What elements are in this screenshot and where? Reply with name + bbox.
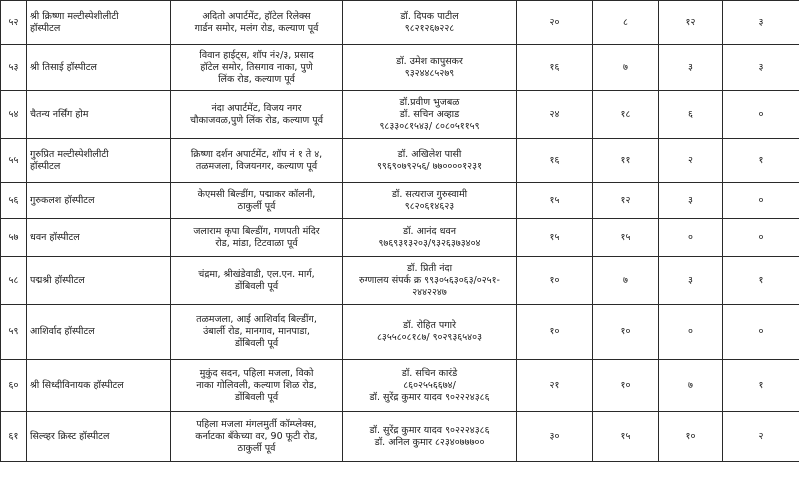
table-row (1, 91, 799, 139)
doctor-line: ९८२०६१४६२३ (404, 200, 455, 212)
count-cell-c2: १८ (593, 91, 659, 139)
doctor-line: डॉ. अनिल कुमार ८२३४०७७७०० (374, 436, 485, 448)
serial-number-cell: ५८ (1, 257, 27, 305)
address-cell (171, 139, 343, 183)
doctor-line: ८३५५८०८१८७/ ९०२९३६५४०३ (376, 332, 483, 343)
serial-number-cell: ६० (1, 360, 27, 412)
table-body (1, 1, 799, 462)
count-cell-c3: १० (659, 412, 723, 462)
count-cell-c1: २० (517, 1, 593, 45)
address-cell (171, 305, 343, 360)
doctor-line: डॉ. प्रिती नंदा (406, 262, 453, 274)
address-line: जलाराम कृपा बिल्डींग, गणपती मंदिर (193, 225, 320, 237)
address-line: विवान हाईट्स, शॉप नं२/३, प्रसाद (199, 49, 314, 61)
table-row (1, 45, 799, 91)
count-cell-c1: ३० (517, 412, 593, 462)
address-line: उंबार्ली रोड, मानगाव, मानपाडा, (203, 326, 310, 337)
serial-number-cell: ५९ (1, 305, 27, 360)
doctor-line: डॉ. सचिन कारंडे (401, 367, 458, 379)
count-cell-c3: ० (659, 305, 723, 360)
address-cell (171, 183, 343, 219)
count-cell-c2: १५ (593, 219, 659, 257)
count-cell-c2: ७ (593, 257, 659, 305)
address-cell (171, 219, 343, 257)
doctor-line: डॉ. अखिलेश पासी (397, 148, 462, 160)
address-line: लिंक रोड, कल्याण पूर्व (218, 73, 295, 85)
count-cell-c3: १२ (659, 1, 723, 45)
count-cell-c4: ० (723, 183, 799, 219)
doctor-line: ९९६९०७९२५६/ ७७००००१२३१ (376, 160, 483, 172)
doctor-contact-cell (343, 305, 517, 360)
count-cell-c3: ३ (659, 183, 723, 219)
doctor-line: डॉ. रोहित पगारे (403, 320, 456, 331)
doctor-line: ९८३३०८१५४३/ ८०८०५११५९ (379, 120, 480, 132)
count-cell-c1: २१ (517, 360, 593, 412)
hospital-name-cell (27, 412, 171, 462)
count-cell-c4: १ (723, 257, 799, 305)
doctor-line: रुग्णालय संपर्क क्र ९९३०५६३०६३/०२५१- (359, 274, 500, 286)
address-line: पहिला मजला मंगलमुर्ती कॉम्प्लेक्स, (196, 418, 317, 430)
count-cell-c4: ३ (723, 45, 799, 91)
count-cell-c4: १ (723, 139, 799, 183)
serial-number-cell: ५७ (1, 219, 27, 257)
count-cell-c1: १० (517, 257, 593, 305)
name-line: गुरुकलश हॉस्पीटल (30, 194, 95, 206)
address-line: रोड, मांडा, टिटवाळा पूर्व (215, 237, 298, 249)
count-cell-c2: ७ (593, 45, 659, 91)
doctor-line: डॉ. सुरेंद्र कुमार यादव ९०२२२४३८६ (369, 391, 490, 403)
serial-number-cell: ६१ (1, 412, 27, 462)
address-line: चंद्रमा, श्रीखंडेवाडी, एल.एन. मार्ग, (198, 268, 315, 280)
count-cell-c1: १५ (517, 219, 593, 257)
doctor-contact-cell (343, 45, 517, 91)
doctor-line: २४४२२४७ (412, 286, 447, 298)
table-row (1, 183, 799, 219)
count-cell-c1: १६ (517, 139, 593, 183)
doctor-contact-cell (343, 412, 517, 462)
address-line: अदितो अपार्टमेंट, हॉटेल रिलेक्स (202, 10, 311, 22)
address-cell (171, 91, 343, 139)
doctor-contact-cell (343, 139, 517, 183)
count-cell-c3: ७ (659, 360, 723, 412)
count-cell-c4: २ (723, 412, 799, 462)
address-cell (171, 1, 343, 45)
count-cell-c3: २ (659, 139, 723, 183)
table-row (1, 257, 799, 305)
count-cell-c4: ० (723, 219, 799, 257)
address-line: डोंबिवली पूर्व (234, 391, 279, 403)
doctor-line: ९८२१२६७२२८ (404, 22, 455, 34)
address-line: नंदा अपार्टमेंट, विजय नगर (211, 102, 302, 114)
doctor-line: ९७६९३१३२०३/९३२६३७३४०४ (378, 237, 481, 249)
serial-number-cell: ५२ (1, 1, 27, 45)
name-line: श्री सिध्दीविनायक हॉस्पीटल (30, 379, 124, 391)
doctor-contact-cell (343, 91, 517, 139)
count-cell-c3: ३ (659, 257, 723, 305)
count-cell-c3: ३ (659, 45, 723, 91)
doctor-line: डॉ. सुरेंद्र कुमार यादव ९०२२२४३८६ (369, 424, 490, 436)
count-cell-c3: ६ (659, 91, 723, 139)
count-cell-c1: १५ (517, 183, 593, 219)
name-line: सिल्व्हर क्रिस्ट हॉस्पीटल (30, 430, 110, 442)
name-line: श्री क्रिष्णा मल्टीस्पेशीलीटी (30, 10, 119, 22)
doctor-line: डॉ. सत्यराज गुरुस्वामी (391, 188, 468, 200)
table-row (1, 360, 799, 412)
address-cell (171, 45, 343, 91)
name-line: श्री तिसाई हॉस्पीटल (30, 61, 97, 73)
count-cell-c2: १५ (593, 412, 659, 462)
hospital-name-cell (27, 91, 171, 139)
doctor-contact-cell (343, 219, 517, 257)
hospital-name-cell (27, 257, 171, 305)
serial-number-cell: ५३ (1, 45, 27, 91)
hospital-name-cell (27, 1, 171, 45)
name-line: हॉस्पीटल (30, 160, 61, 172)
doctor-contact-cell (343, 360, 517, 412)
address-line: डोंबिवली पूर्व (234, 338, 279, 349)
name-line: धवन हॉस्पीटल (30, 231, 80, 243)
count-cell-c1: २४ (517, 91, 593, 139)
count-cell-c4: १ (723, 360, 799, 412)
count-cell-c2: १० (593, 360, 659, 412)
doctor-line: डॉ. सचिन अव्हाड (399, 108, 460, 120)
address-line: हॉटेल समोर, तिसगाव नाका, पुणे (200, 61, 313, 73)
hospital-name-cell (27, 219, 171, 257)
name-line: हॉस्पीटल (30, 22, 61, 34)
address-line: ठाकुर्ली पूर्व (237, 200, 276, 212)
address-line: मुकुंद सदन, पहिला मजला, विको (199, 367, 314, 379)
table-row (1, 412, 799, 462)
doctor-line: ९३२४४८५२७९ (404, 67, 455, 79)
table-row (1, 139, 799, 183)
hospital-name-cell (27, 183, 171, 219)
doctor-contact-cell (343, 257, 517, 305)
hospital-name-cell (27, 360, 171, 412)
count-cell-c4: ३ (723, 1, 799, 45)
address-line: केएमसी बिल्डींग, पद्माकर कॉलनी, (197, 188, 316, 200)
doctor-line: डॉ. दिपक पाटील (400, 10, 459, 22)
address-line: नाका गोलिवली, कल्याण शिळ रोड, (196, 379, 317, 391)
count-cell-c2: ११ (593, 139, 659, 183)
address-line: क्रिष्णा दर्शन अपार्टमेंट, शॉप नं १ ते ४, (190, 148, 323, 160)
doctor-contact-cell (343, 1, 517, 45)
address-line: तळमजला, विजयनगर, कल्याण पूर्व (195, 160, 318, 172)
name-line: पद्मश्री हॉस्पीटल (30, 274, 85, 286)
doctor-line: डॉ.प्रवीण भुजबळ (399, 96, 460, 108)
serial-number-cell: ५६ (1, 183, 27, 219)
address-line: ठाकुर्ली पूर्व (237, 442, 276, 454)
table-row (1, 305, 799, 360)
name-line: चैतन्य नर्सिंग होम (30, 108, 89, 120)
count-cell-c1: १० (517, 305, 593, 360)
address-cell (171, 412, 343, 462)
count-cell-c1: १६ (517, 45, 593, 91)
serial-number-cell: ५५ (1, 139, 27, 183)
doctor-line: ८६०२५५६६७४/ (403, 379, 456, 391)
doctor-line: डॉ. आनंद धवन (402, 225, 457, 237)
hospital-name-cell (27, 45, 171, 91)
name-line: आशिर्वाद हॉस्पीटल (30, 326, 95, 337)
table-row (1, 1, 799, 45)
address-line: चौकाजवळ,पुणे लिंक रोड, कल्याण पूर्व (190, 114, 323, 126)
count-cell-c4: ० (723, 91, 799, 139)
serial-number-cell: ५४ (1, 91, 27, 139)
hospital-name-cell (27, 139, 171, 183)
name-line: गुरुप्रित मल्टीस्पेशीलीटी (30, 148, 109, 160)
address-line: गार्डन समोर, मलंग रोड, कल्याण पूर्व (194, 22, 319, 34)
address-cell (171, 257, 343, 305)
count-cell-c4: ० (723, 305, 799, 360)
count-cell-c2: १२ (593, 183, 659, 219)
count-cell-c2: ८ (593, 1, 659, 45)
doctor-line: डॉ. उमेश कापुसकर (396, 55, 463, 67)
count-cell-c2: १० (593, 305, 659, 360)
address-line: तळमजला, आई आशिर्वाद बिल्डींग, (196, 314, 317, 325)
table-row (1, 219, 799, 257)
address-cell (171, 360, 343, 412)
count-cell-c3: ० (659, 219, 723, 257)
address-line: डोंबिवली पूर्व (234, 280, 279, 292)
address-line: कर्नाटका बँकेच्या वर, 90 फूटी रोड, (195, 430, 318, 442)
doctor-contact-cell (343, 183, 517, 219)
hospital-name-cell (27, 305, 171, 360)
